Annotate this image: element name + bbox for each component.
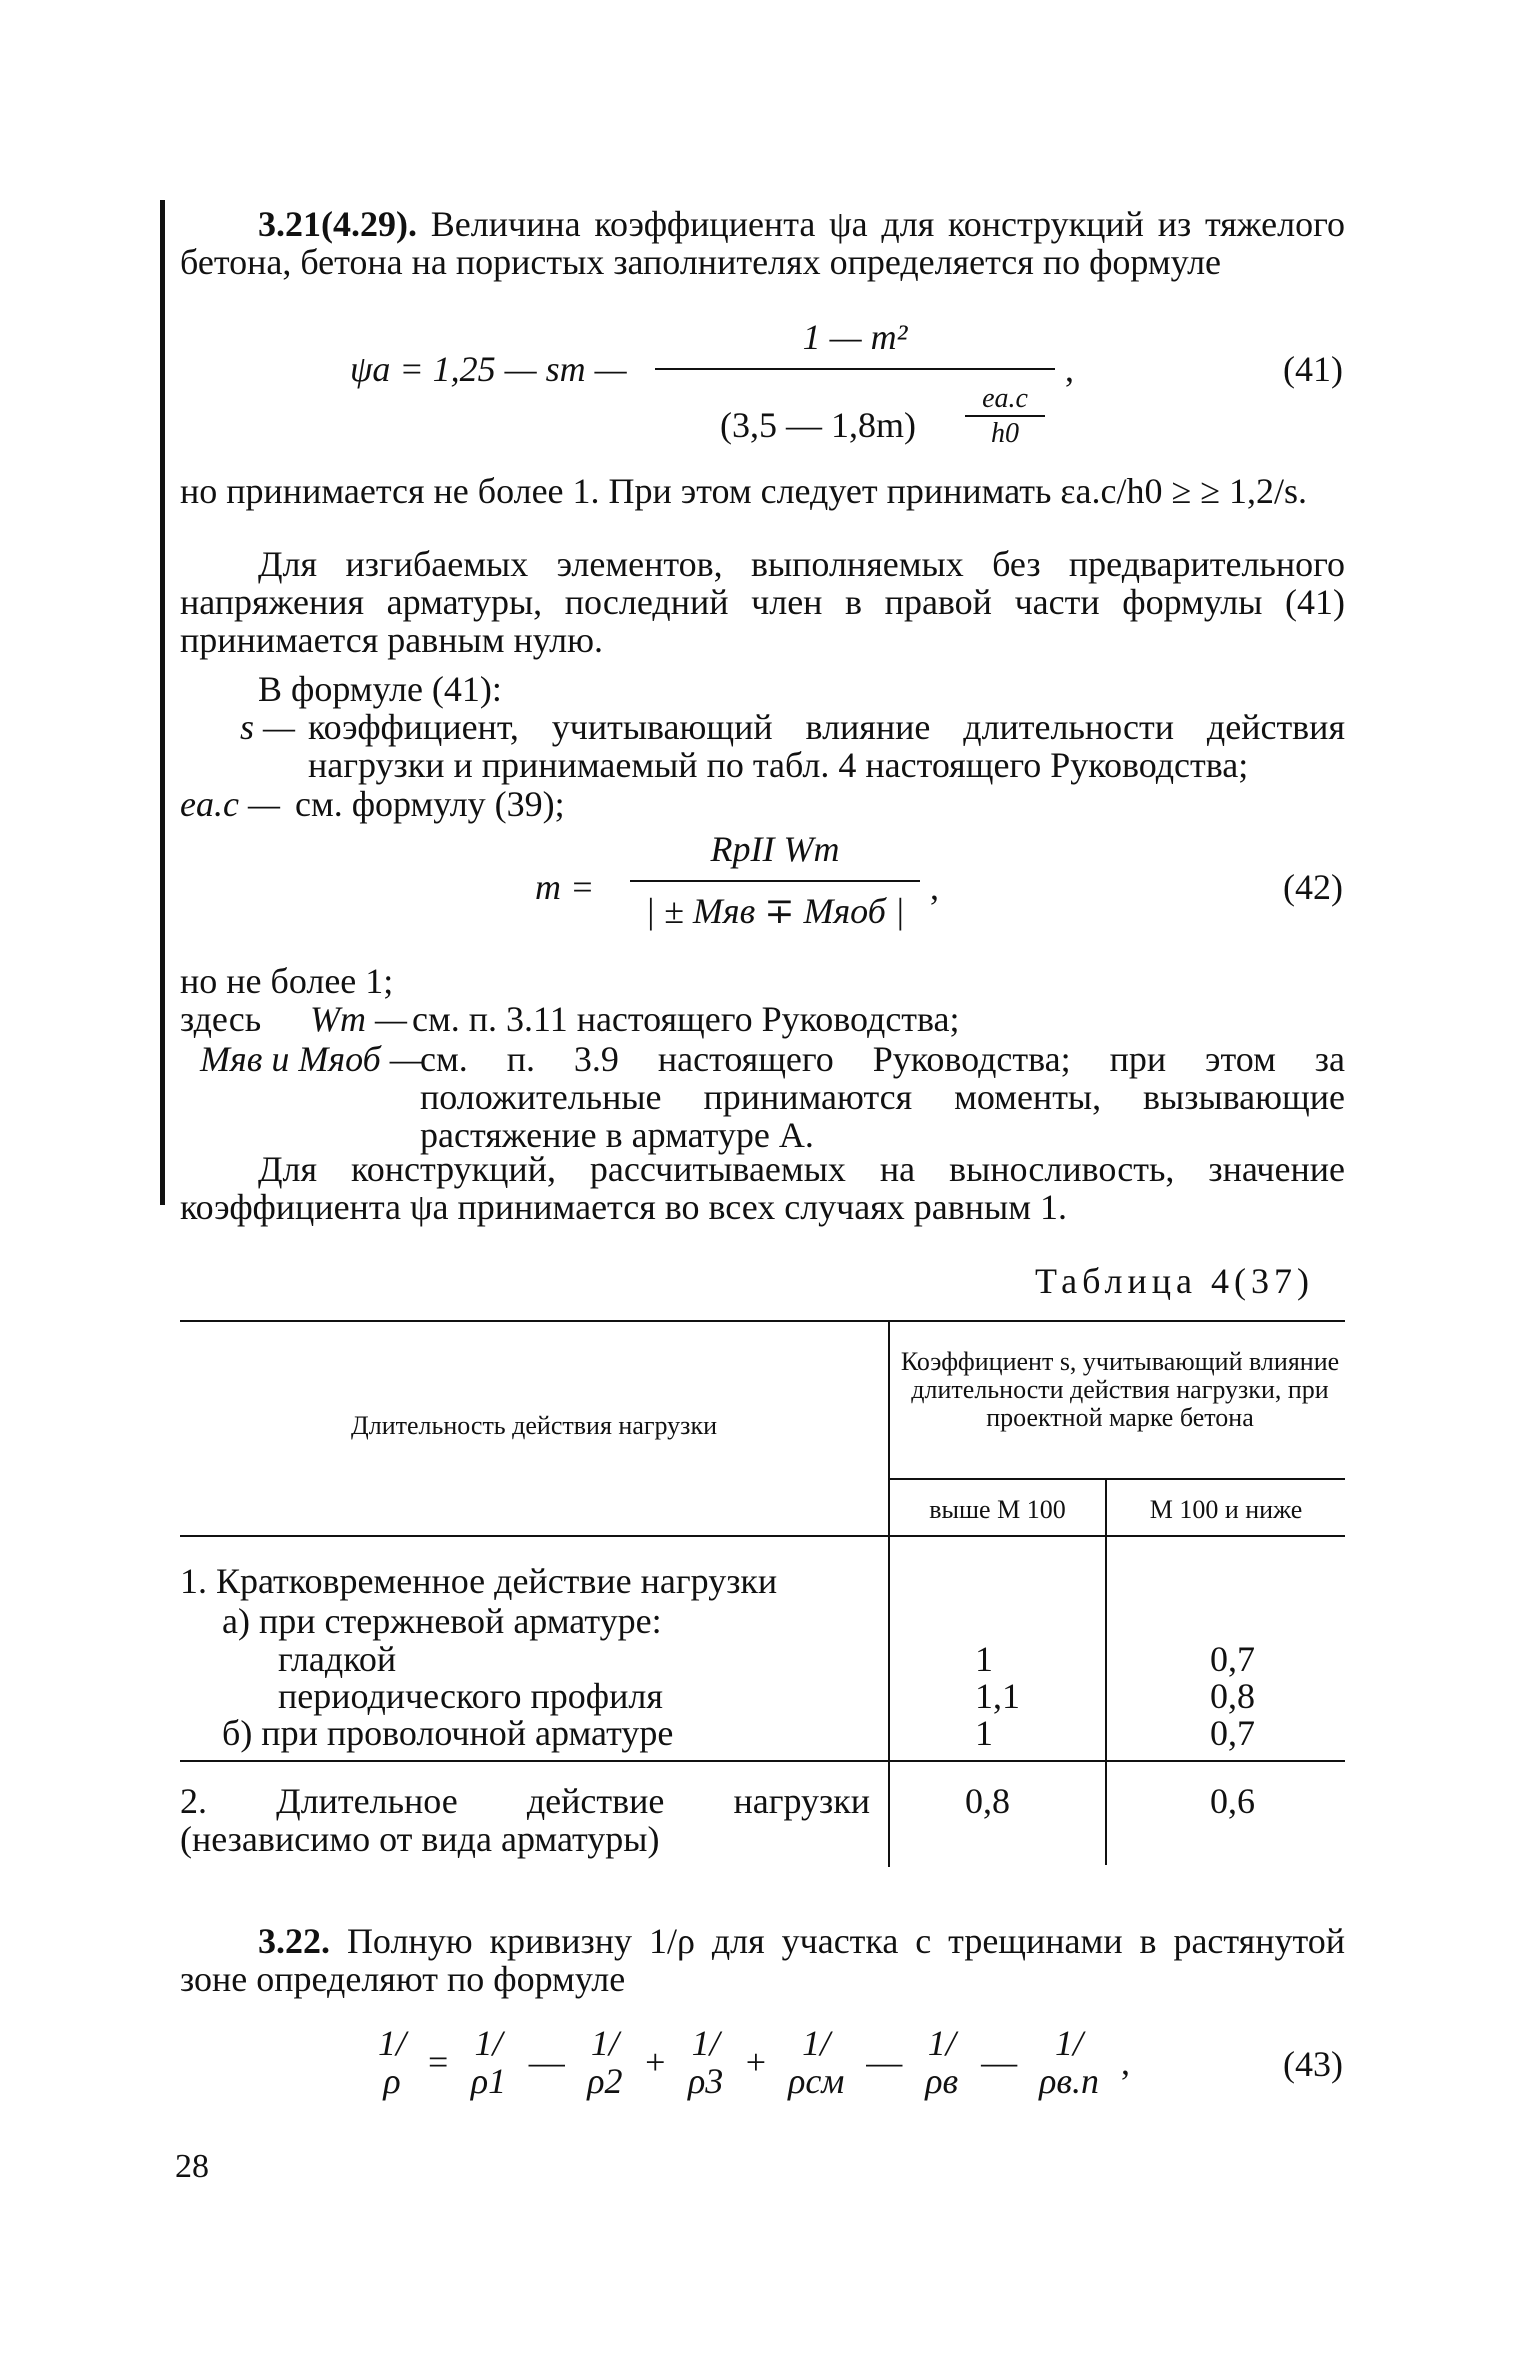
f41-fraction-bar — [655, 368, 1055, 370]
definition-s: s — коэффициент, учитывающий влияние длительности действия нагрузки и принимаемый по табл. 4 настоящего Руководства; — [240, 707, 1345, 785]
formula-43: 1/ρ = 1/ρ1 — 1/ρ2 + 1/ρ3 + 1/ρсм — 1/ρв — 1/ρв.п , — [370, 2018, 1130, 2118]
table-col-divider-1 — [888, 1322, 890, 1867]
table-row-label: гладкой — [278, 1639, 397, 1679]
f43-term: 1/ρ — [378, 2023, 407, 2101]
table-row-label: периодического профиля — [278, 1676, 663, 1716]
fatigue-paragraph: Для конструкций, рассчитываемых на выносливость, значение коэффициента ψа принимается во всех случаях равным 1. — [180, 1149, 1345, 1227]
table-cell-a: 1 — [975, 1713, 993, 1753]
f41-den-frac: eа.с h0 — [965, 383, 1045, 451]
f42-denominator: | ± Mяв ∓ Mяоб | — [645, 891, 905, 931]
f42-fraction-bar — [630, 880, 920, 882]
table-cell-b: 0,7 — [1210, 1713, 1255, 1753]
table-row-label: 2. Длительное действие нагрузки (независимо от вида арматуры) — [180, 1781, 870, 1859]
table-row-label: а) при стержневой арматуре: — [222, 1601, 662, 1641]
table-col2-header: Коэффициент s, учитывающий влияние длительности действия нагрузки, при проектной марке бетона — [900, 1347, 1340, 1432]
after-formula-41: но принимается не более 1. При этом следует принимать εа.с/h0 ≥ ≥ 1,2/s. — [180, 471, 1308, 511]
table-cell-b: 0,6 — [1210, 1781, 1255, 1821]
equation-number-43: (43) — [1283, 2044, 1343, 2084]
equation-number-42: (42) — [1283, 867, 1343, 907]
section-heading-3-22: 3.22. — [258, 1921, 330, 1961]
f43-term: 1/ρсм — [788, 2023, 845, 2101]
table-cell-a: 0,8 — [965, 1781, 1010, 1821]
table-cell-b: 0,7 — [1210, 1639, 1255, 1679]
table-col1-header: Длительность действия нагрузки — [350, 1411, 717, 1440]
intro-text: Величина коэффициента ψа для конструкций из тяжелого бетона, бетона на пористых заполнителях определяется по формуле — [180, 204, 1345, 282]
f41-numerator: 1 — m² — [802, 317, 908, 357]
table-row-label: б) при проволочной арматуре — [222, 1713, 674, 1753]
f42-numerator: RpII Wт — [710, 829, 840, 869]
table-subheader-a: выше М 100 — [929, 1495, 1066, 1524]
in-formula-label: В формуле (41): — [258, 669, 502, 709]
table-cell-a: 1 — [975, 1639, 993, 1679]
paragraph-3-21 — [180, 205, 1345, 281]
definition-e: eа.с — см. формулу (39); — [180, 784, 565, 824]
table-top-rule — [180, 1320, 1345, 1322]
not-more-than-1: но не более 1; — [180, 961, 394, 1001]
paragraph-3-22: 3.22. Полную кривизну 1/ρ для участка с трещинами в растянутой зоне определяют по формуле — [180, 1921, 1346, 1999]
table-group-rule — [180, 1760, 1345, 1762]
f41-lhs: ψа = 1,25 — sm — — [350, 349, 627, 389]
table-cell-a: 1,1 — [975, 1676, 1020, 1716]
bending-paragraph: Для изгибаемых элементов, выполняемых без предварительного напряжения арматуры, последний член в правой части формулы (41) принимается равным нулю. — [180, 544, 1345, 660]
f43-term: 1/ρ2 — [587, 2023, 623, 2101]
table-caption: Таблица 4(37) — [1035, 1261, 1314, 1301]
definition-w: здесь Wт — см. п. 3.11 настоящего Руководства; — [180, 999, 960, 1039]
margin-bar — [160, 200, 165, 1205]
table-subheader-rule — [890, 1478, 1345, 1480]
f43-term: 1/ρв.п — [1039, 2023, 1100, 2101]
section-heading-3-21: 3.21(4.29). — [258, 204, 417, 244]
table-col-divider-2 — [1105, 1480, 1107, 1865]
table-subheader-b: М 100 и ниже — [1149, 1495, 1303, 1524]
equation-number-41: (41) — [1283, 349, 1343, 389]
f43-term: 1/ρ3 — [687, 2023, 724, 2101]
f41-den-left: (3,5 — 1,8m) — [720, 405, 916, 445]
table-header-rule — [180, 1535, 1345, 1537]
page-number: 28 — [175, 2148, 209, 2185]
table-cell-b: 0,8 — [1210, 1676, 1255, 1716]
table-row-label: 1. Кратковременное действие нагрузки — [180, 1561, 778, 1601]
f43-term: 1/ρ1 — [470, 2023, 507, 2101]
f43-term: 1/ρв — [925, 2023, 959, 2101]
